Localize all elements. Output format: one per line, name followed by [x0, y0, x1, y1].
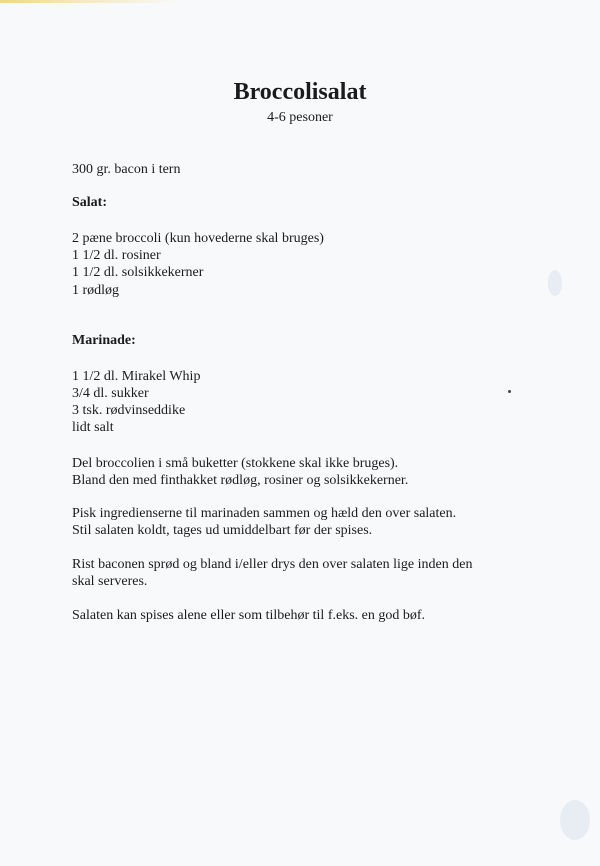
scan-speck: [508, 390, 511, 393]
instruction-line: Salaten kan spises alene eller som tilbehør til f.eks. en god bøf.: [72, 608, 426, 623]
marinade-ingredient: 3/4 dl. sukker: [72, 386, 149, 401]
marinade-ingredient: 1 1/2 dl. Mirakel Whip: [72, 369, 201, 384]
instruction-line: Del broccolien i små buketter (stokkene skal ikke bruges).: [72, 456, 399, 471]
salat-heading: Salat:: [72, 195, 107, 210]
instruction-line: Rist baconen sprød og bland i/eller drys den over salaten lige inden den: [72, 557, 473, 572]
instruction-line: Pisk ingredienserne til marinaden sammen og hæld den over salaten.: [72, 506, 457, 521]
salat-ingredient: 1 1/2 dl. rosiner: [72, 248, 161, 263]
scan-smudge: [560, 800, 590, 840]
recipe-title: Broccolisalat: [233, 79, 367, 105]
salat-ingredient: 2 pæne broccoli (kun hovederne skal bruges): [72, 231, 324, 246]
recipe-servings: 4-6 pesoner: [267, 110, 333, 125]
page-top-edge: [0, 0, 600, 3]
instruction-line: skal serveres.: [72, 574, 148, 589]
instruction-line: Bland den med finthakket rødløg, rosiner og solsikkekerner.: [72, 473, 409, 488]
salat-ingredient: 1 1/2 dl. solsikkekerner: [72, 265, 204, 280]
instruction-line: Stil salaten koldt, tages ud umiddelbart før der spises.: [72, 523, 373, 538]
scan-smudge: [548, 270, 562, 296]
marinade-ingredient: lidt salt: [72, 420, 114, 435]
bacon-line: 300 gr. bacon i tern: [72, 162, 181, 177]
salat-ingredient: 1 rødløg: [72, 283, 120, 298]
marinade-ingredient: 3 tsk. rødvinseddike: [72, 403, 186, 418]
marinade-heading: Marinade:: [72, 333, 136, 348]
